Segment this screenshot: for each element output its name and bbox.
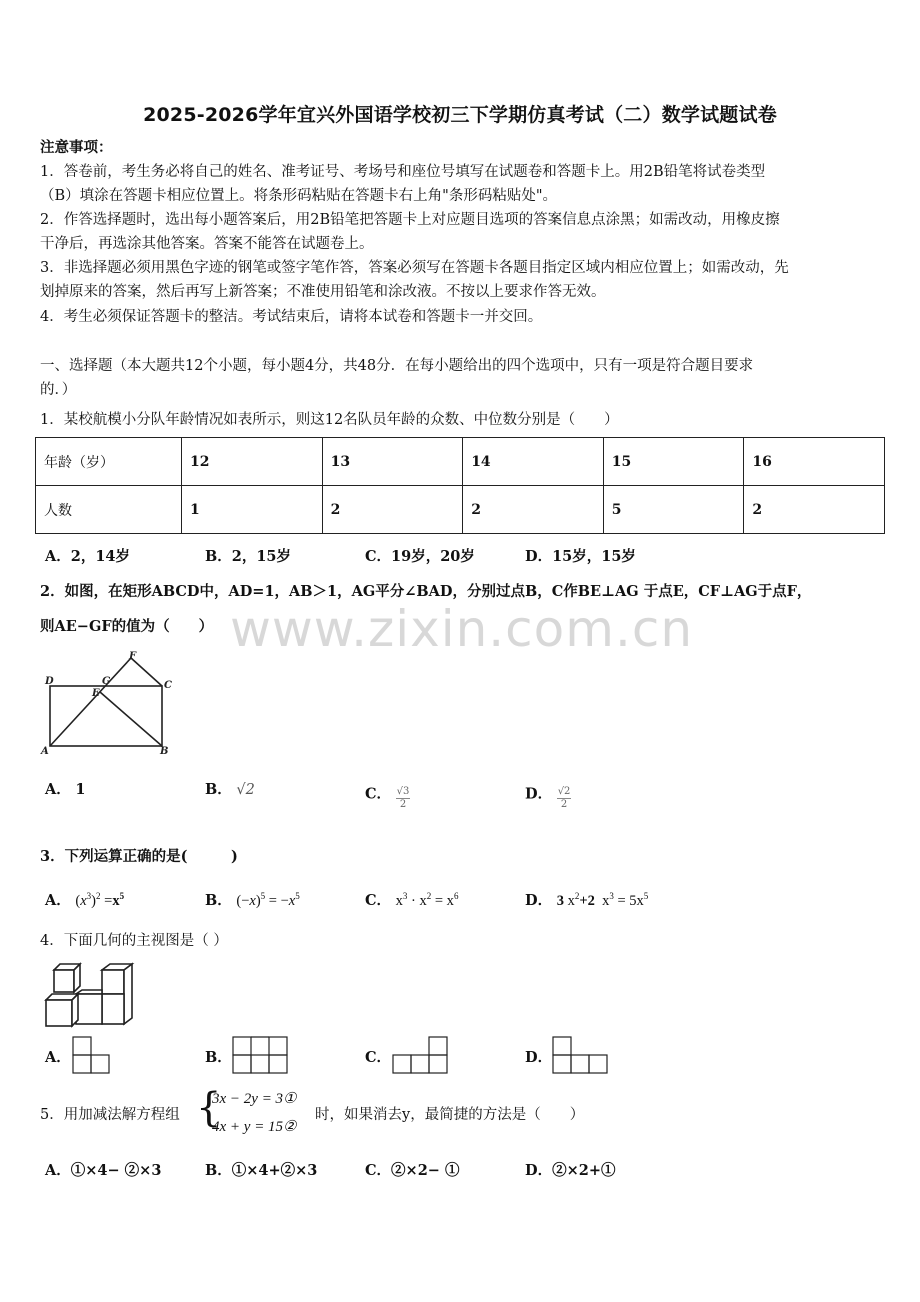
q1-stem: 1．某校航模小分队年龄情况如表所示，则这12名队员年龄的众数、中位数分别是（ ）: [40, 412, 619, 428]
table-cell: 5: [603, 486, 744, 534]
q2-option-a: A． 1: [45, 781, 86, 798]
table-cell: 1: [182, 486, 323, 534]
table-cell: 16: [744, 438, 885, 486]
cube-solid-figure: [42, 962, 138, 1030]
q2-stem-cont: 则AE−GF的值为（ ）: [40, 618, 214, 635]
label-d: D: [45, 676, 54, 687]
q1-option-c: C．19岁，20岁: [365, 548, 475, 565]
q4-figure-d: [552, 1036, 608, 1074]
fraction: $\frac{√2}{2}$: [557, 786, 571, 810]
label-e: E: [92, 688, 100, 699]
q3-option-a: A． $(x^3)^2 =x^5$: [45, 891, 125, 909]
q5-stem-suffix: 时，如果消去y，最简捷的方法是（ ）: [315, 1107, 585, 1123]
table-cell: 2: [322, 486, 463, 534]
notice-line: 2．作答选择题时，选出每小题答案后，用2B铅笔把答题卡上对应题目选项的答案信息点涂黑；如需改动，用橡皮擦: [40, 212, 780, 228]
age-table: [35, 437, 885, 534]
section-heading: 一、选择题（本大题共12个小题，每小题4分，共48分．在每小题给出的四个选项中，只有一项是符合题目要求: [40, 358, 754, 374]
brace-icon: {: [196, 1085, 222, 1131]
q1-option-b: B．2，15岁: [205, 548, 292, 565]
q4-option-d: D．: [525, 1049, 553, 1066]
q4-option-a: A．: [45, 1049, 71, 1066]
label-b: B: [160, 746, 169, 757]
notice-line: 3．非选择题必须用黑色字迹的钢笔或签字笔作答，答案必须写在答题卡各题目指定区域内相应位置上；如需改动，先: [40, 260, 789, 276]
table-cell: 13: [322, 438, 463, 486]
table-cell: 15: [603, 438, 744, 486]
q2-option-b: B． √2: [205, 781, 255, 798]
q5-option-a: A．①×4− ②×3: [45, 1162, 162, 1179]
table-row: [36, 486, 885, 534]
label-f: F: [129, 651, 137, 662]
equation-1: 3x − 2y = 3①: [212, 1091, 297, 1107]
table-cell: 2: [463, 486, 604, 534]
q3-option-b: B． $(-x)^5 = -x^5$: [205, 891, 300, 909]
section-heading-cont: 的．）: [40, 382, 77, 398]
q5-stem: 5．用加减法解方程组: [40, 1107, 180, 1123]
q2-stem: 2．如图，在矩形ABCD中，AD=1，AB＞1，AG平分∠BAD，分别过点B，C作BE⊥AG 于点E，CF⊥AG于点F，: [40, 583, 812, 600]
page-title: 2025-2026学年宜兴外国语学校初三下学期仿真考试（二）数学试题试卷: [143, 104, 777, 126]
q3-stem: 3．下列运算正确的是( ): [40, 848, 238, 865]
table-cell: 人数: [36, 486, 182, 534]
q2-option-c: C． $\frac{√3}{2}$: [365, 785, 410, 810]
equation-2: 4x + y = 15②: [212, 1119, 297, 1135]
q5-option-c: C．②×2− ①: [365, 1162, 460, 1179]
notice-line: 4．考生必须保证答题卡的整洁。考试结束后，请将本试卷和答题卡一并交回。: [40, 309, 543, 325]
q1-option-d: D．15岁，15岁: [525, 548, 636, 565]
q3-option-d: D． 3 $x^2+2$ $x^3 = 5x^5$: [525, 891, 649, 909]
table-cell: 2: [744, 486, 885, 534]
fraction: $\frac{√3}{2}$: [396, 786, 410, 810]
q4-stem: 4．下面几何的主视图是（ ）: [40, 933, 228, 949]
table-cell: 14: [463, 438, 604, 486]
label-g: G: [102, 676, 111, 687]
q1-option-a: A．2，14岁: [45, 548, 131, 565]
watermark: www.zixin.com.cn: [230, 600, 694, 658]
q5-option-d: D．②×2+①: [525, 1162, 616, 1179]
table-row: [36, 438, 885, 486]
notice-line: （B）填涂在答题卡相应位置上。将条形码粘贴在答题卡右上角"条形码粘贴处"。: [40, 188, 557, 204]
notice-line: 干净后，再选涂其他答案。答案不能答在试题卷上。: [40, 236, 374, 252]
table-cell: 12: [182, 438, 323, 486]
q3-option-c: C． $x^3 \cdot x^2 = x^6$: [365, 891, 459, 909]
rectangle-figure: [38, 648, 178, 760]
label-c: C: [164, 680, 172, 691]
q4-figure-c: [392, 1036, 448, 1074]
q4-option-c: C．: [365, 1049, 392, 1066]
table-cell: 年龄（岁）: [36, 438, 182, 486]
notice-line: 划掉原来的答案，然后再写上新答案；不准使用铅笔和涂改液。不按以上要求作答无效。: [40, 284, 606, 300]
q4-figure-a: [72, 1036, 110, 1074]
q2-option-d: D． $\frac{√2}{2}$: [525, 785, 571, 810]
notice-line: 1．答卷前，考生务必将自己的姓名、准考证号、考场号和座位号填写在试题卷和答题卡上。用2B铅笔将试卷类型: [40, 164, 766, 180]
q4-option-b: B．: [205, 1049, 232, 1066]
q5-option-b: B．①×4+②×3: [205, 1162, 318, 1179]
q4-figure-b: [232, 1036, 288, 1074]
label-a: A: [41, 746, 49, 757]
notice-heading: 注意事项：: [40, 139, 113, 156]
